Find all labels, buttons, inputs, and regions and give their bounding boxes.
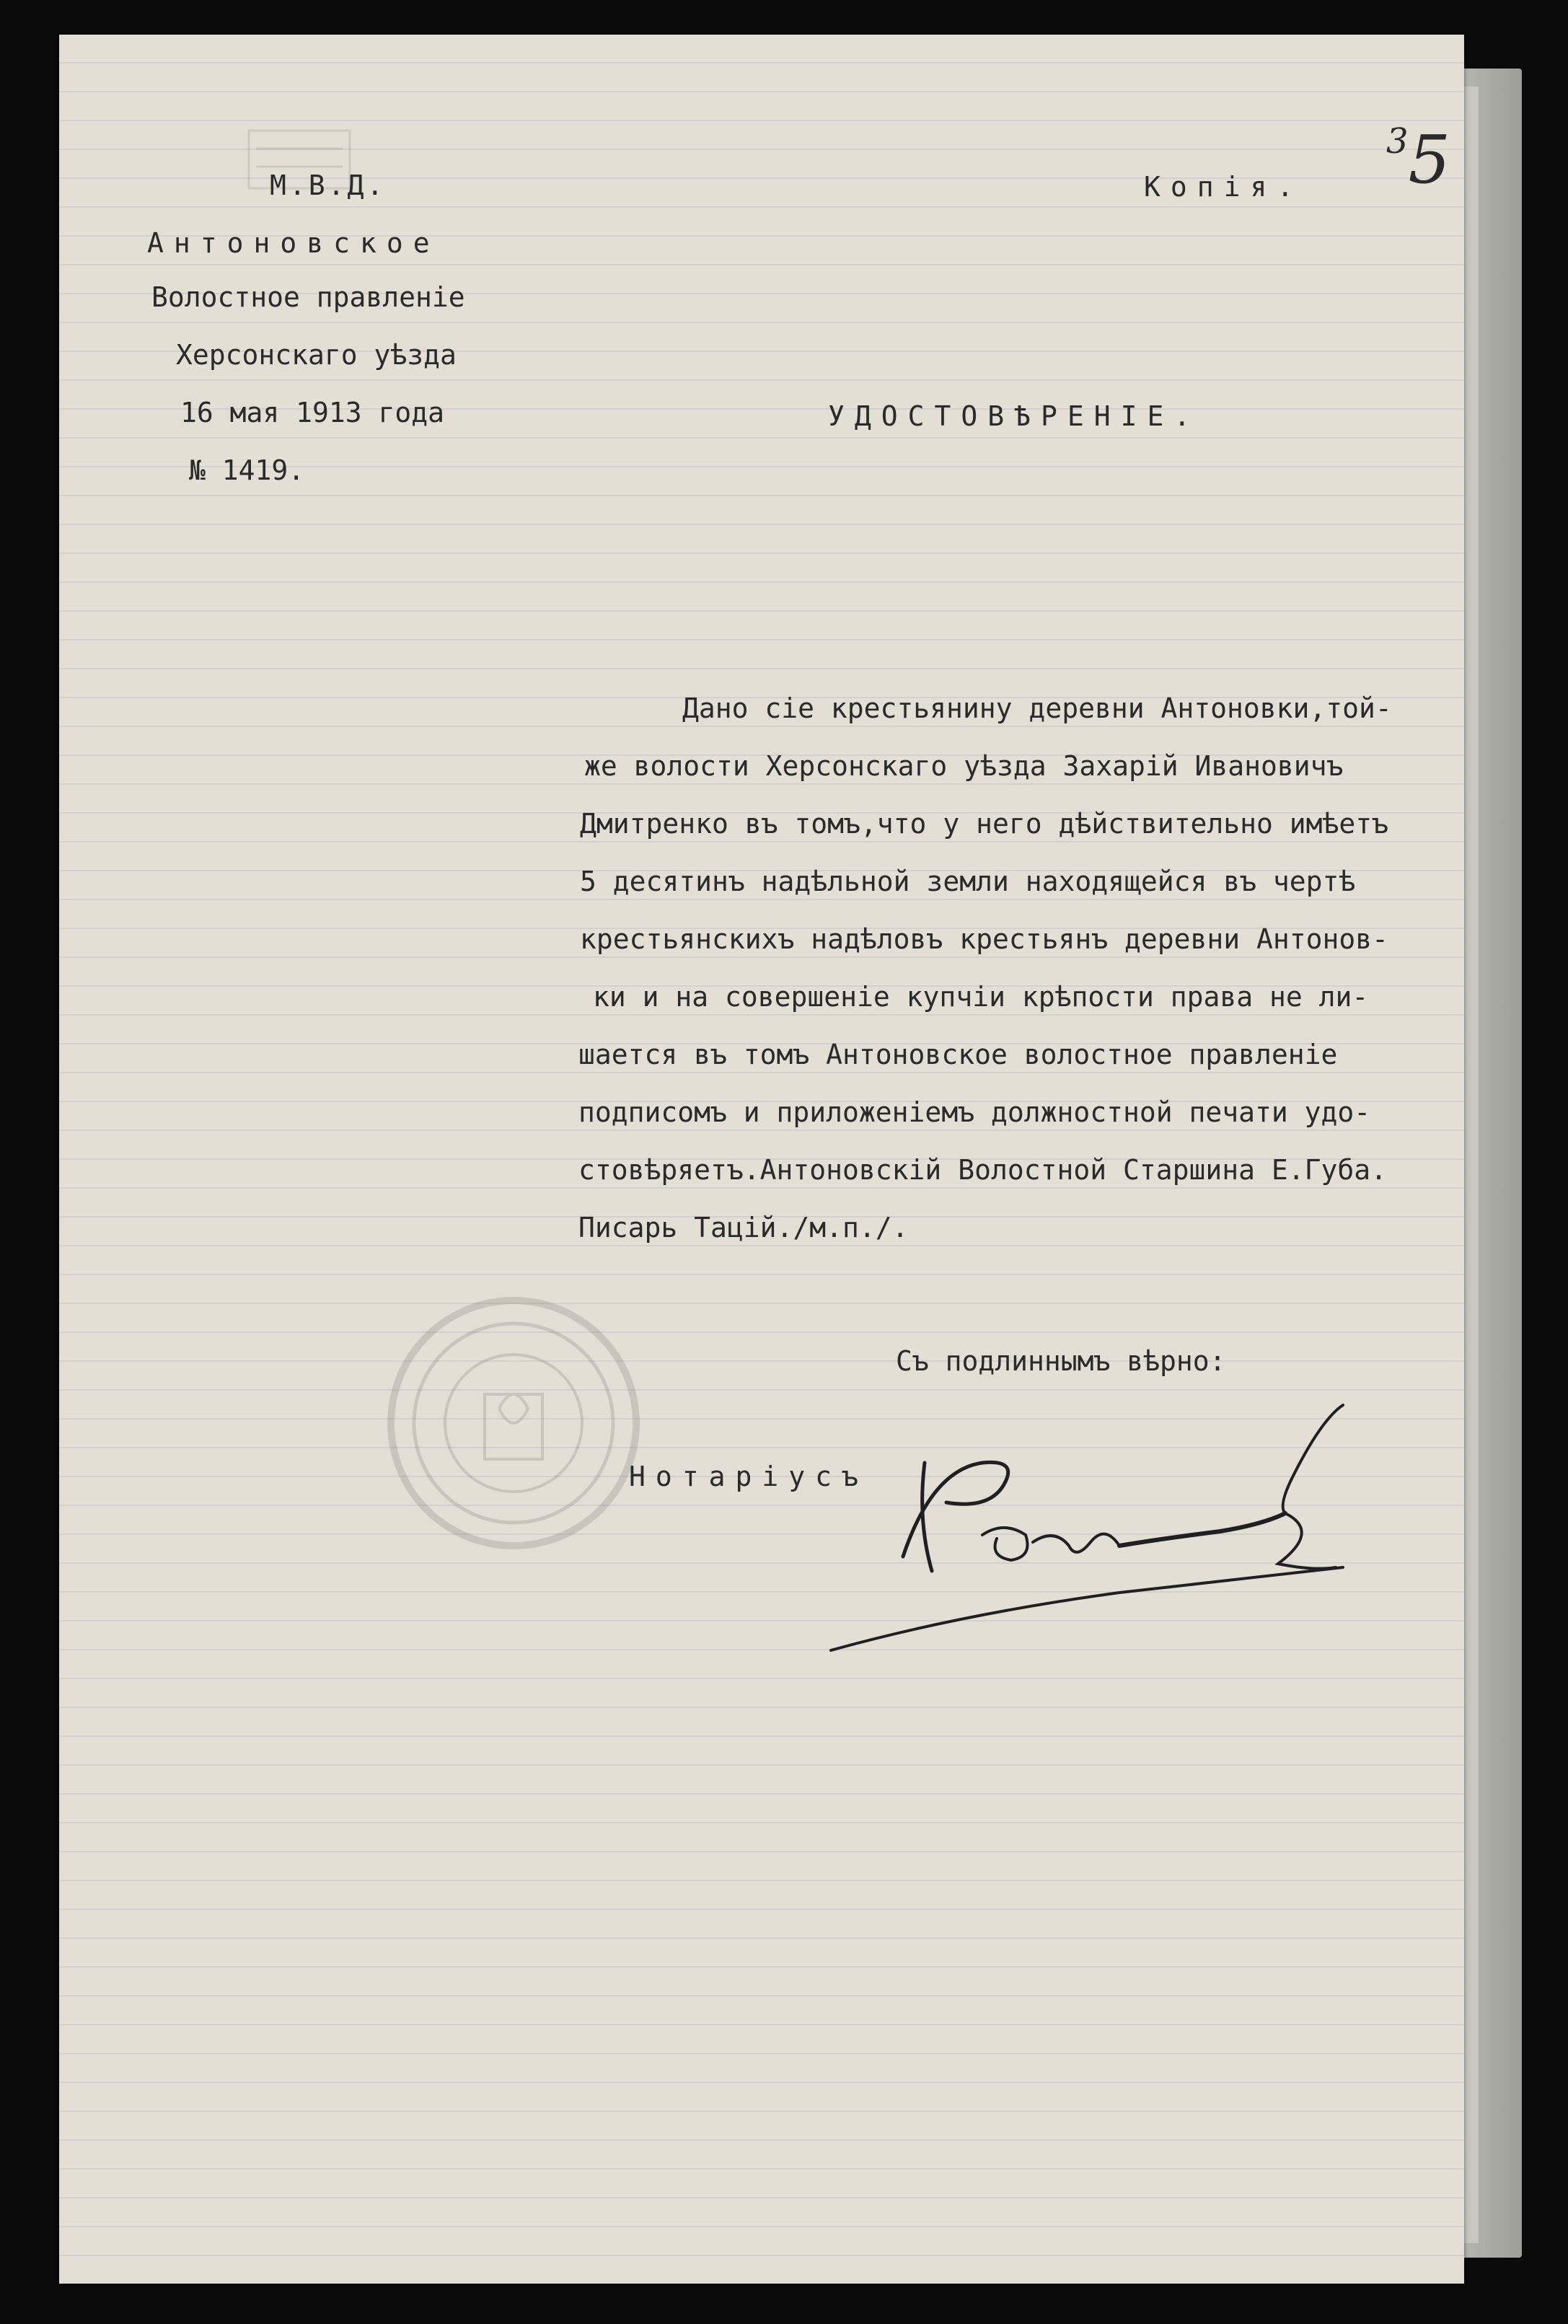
notary-label: Нотаріусъ xyxy=(629,1461,868,1492)
official-seal-stamp-icon xyxy=(376,1286,651,1560)
body-line-1: Дано сіе крестьянину деревни Антоновки,той- xyxy=(682,692,1392,724)
body-line-8: подписомъ и приложеніемъ должностной печати удо- xyxy=(578,1096,1371,1128)
certified-true-copy: Съ подлиннымъ вѣрно: xyxy=(896,1345,1226,1377)
body-line-5: крестьянскихъ надѣловъ крестьянъ деревни Антонов- xyxy=(580,923,1389,955)
notary-signature-icon xyxy=(816,1376,1466,1665)
body-line-7: шается въ томъ Антоновское волостное правленіе xyxy=(578,1039,1338,1070)
folio-large: 5 xyxy=(1408,121,1451,198)
body-line-2: же волости Херсонскаго уѣзда Захарій Ивановичъ xyxy=(584,750,1344,782)
body-line-9: стовѣряетъ.Антоновскій Волостной Старшина Е.Губа. xyxy=(578,1154,1388,1186)
body-line-6: ки и на совершеніе купчіи крѣпости права не ли- xyxy=(593,981,1369,1013)
header-number: № 1419. xyxy=(189,454,305,486)
document-page xyxy=(59,35,1464,2284)
header-board: Волостное правленіе xyxy=(151,281,465,313)
folio-number xyxy=(1386,121,1450,198)
header-uyezd: Херсонскаго уѣзда xyxy=(176,339,457,371)
body-line-4: 5 десятинъ надѣльной земли находящейся въ чертѣ xyxy=(580,866,1356,897)
header-ministry: М.В.Д. xyxy=(270,170,387,201)
folio-small: 3 xyxy=(1386,121,1409,162)
header-date: 16 мая 1913 года xyxy=(180,397,445,428)
copy-mark: Копія. xyxy=(1144,171,1304,203)
body-line-10: Писарь Тацій./м.п./. xyxy=(578,1212,909,1244)
document-title: УДОСТОВѢРЕНІЕ. xyxy=(828,400,1201,432)
header-volost: Антоновское xyxy=(147,227,440,259)
body-line-3: Дмитренко въ томъ,что у него дѣйствительно имѣетъ xyxy=(580,808,1389,840)
